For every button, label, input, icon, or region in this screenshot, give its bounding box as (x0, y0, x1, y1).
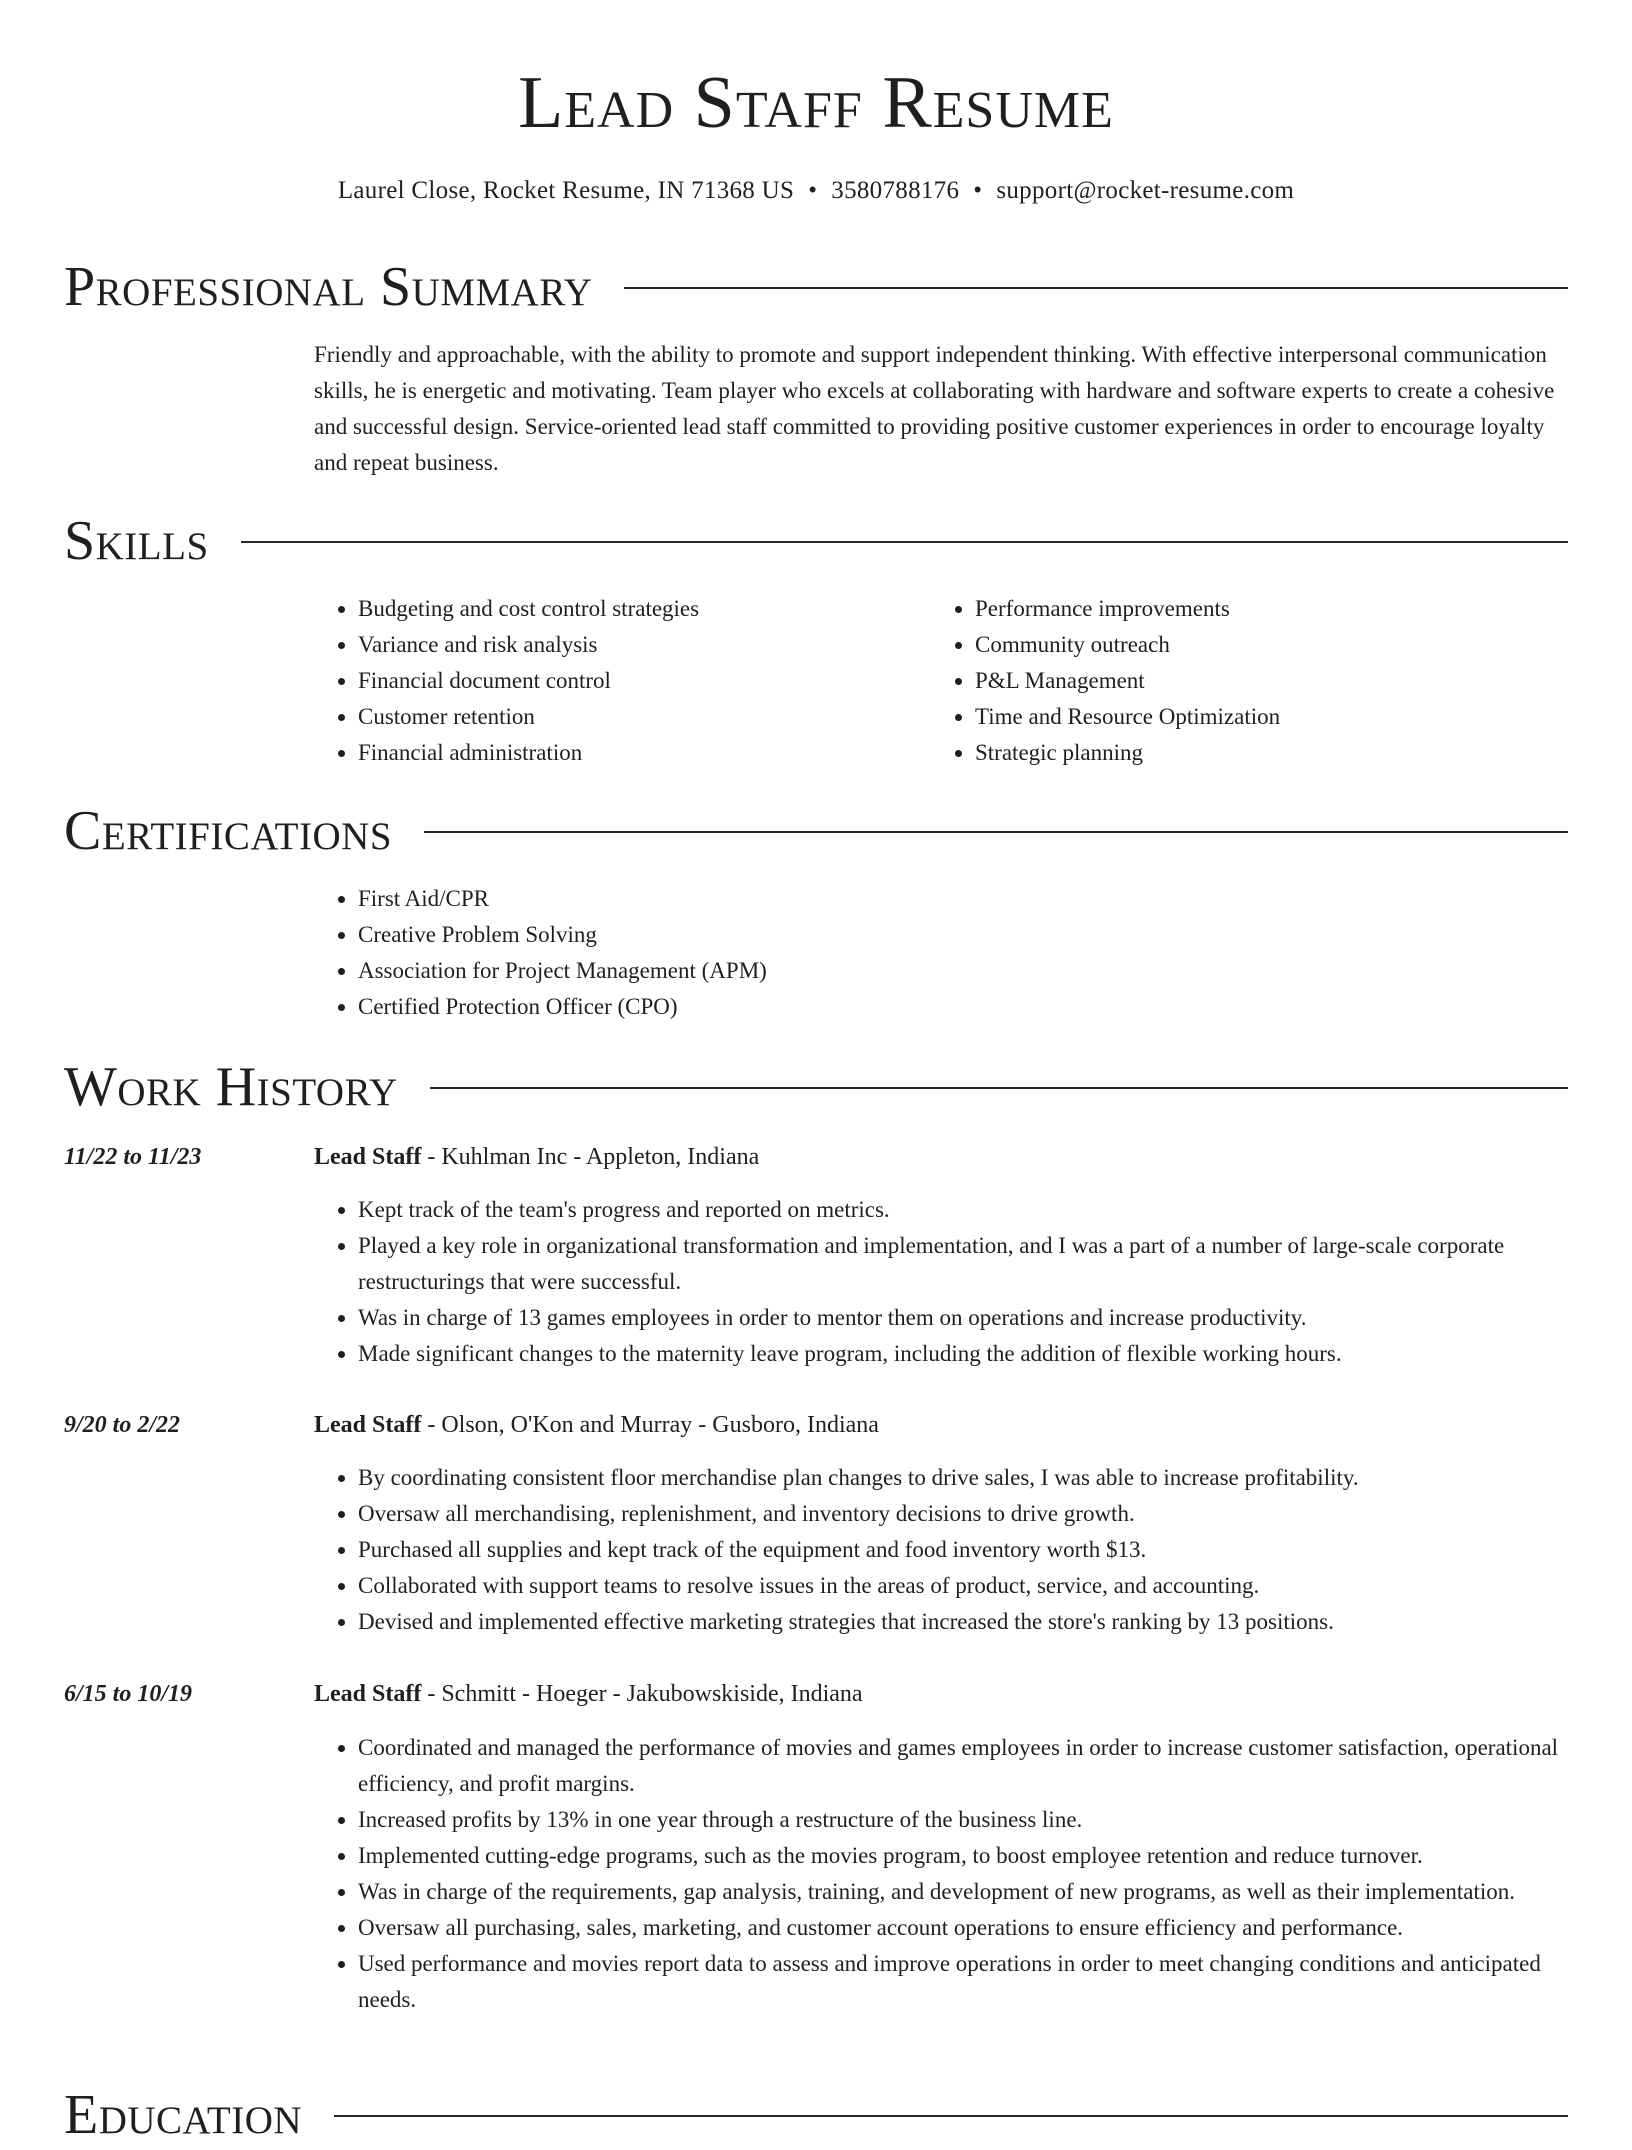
job-duties-list (314, 1460, 1568, 1640)
section-divider (241, 541, 1568, 543)
certifications-block (314, 881, 1568, 1025)
skill-item: • Financial document control (358, 663, 914, 699)
phone-text: 3580788176 (831, 177, 960, 204)
job-duty-item: • Was in charge of 13 games employees in order to mentor them on operations and increase productivity. (358, 1300, 1568, 1336)
skill-item: • Strategic planning (975, 735, 1531, 771)
job-duty-item: • Was in charge of the requirements, gap analysis, training, and development of new programs, as well as their implementation. (358, 1874, 1568, 1910)
job-title-line (314, 1139, 759, 1175)
job-duty-item: • Used performance and movies report data to assess and improve operations in order to meet changing conditions and anticipated needs. (358, 1946, 1568, 2018)
job-duty-item: • Increased profits by 13% in one year through a restructure of the business line. (358, 1802, 1568, 1838)
skills-list-right (931, 591, 1531, 771)
job-duty-item: • Kept track of the team's progress and reported on metrics. (358, 1192, 1568, 1228)
skill-item: • Variance and risk analysis (358, 627, 914, 663)
bullet-separator: • (973, 177, 983, 204)
job-duty-item: • Oversaw all merchandising, replenishment, and inventory decisions to drive growth. (358, 1496, 1568, 1532)
job-duties (314, 1460, 1568, 1640)
summary-text: Friendly and approachable, with the ability to promote and support independent thinking. With effective interpersonal communication skills, he is energetic and motivating. Team player who excels at collaborating with hardware and software experts to create a cohesive and successful design. Service-oriented lead staff committed to providing positive customer experiences in order to encourage loyalty and repeat business. (314, 342, 1555, 475)
job-dates: 11/22 to 11/23 (64, 1144, 202, 1170)
section-divider (334, 2115, 1568, 2117)
address-text: Laurel Close, Rocket Resume, IN 71368 US (337, 177, 795, 204)
page-title: Lead Staff Resume (518, 62, 1114, 144)
job-duties-list (314, 1192, 1568, 1372)
certification-item: • Certified Protection Officer (CPO) (358, 989, 1568, 1025)
job-duty-item: • Coordinated and managed the performance of movies and games employees in order to increase customer satisfaction, operational efficiency, and profit margins. (358, 1730, 1568, 1802)
skill-item: • Budgeting and cost control strategies (358, 591, 914, 627)
job-duties-list (314, 1730, 1568, 2018)
skill-item: • Financial administration (358, 735, 914, 771)
skills-column-left (314, 591, 914, 771)
skills-heading: Skills (64, 510, 209, 572)
skills-section-header (64, 506, 1568, 576)
certifications-section-header (64, 796, 1568, 866)
bullet-separator: • (808, 177, 818, 204)
work-heading: Work History (64, 1056, 398, 1118)
job-title-line (314, 1676, 863, 1712)
summary-section-header (64, 252, 1568, 322)
job-duties (314, 1730, 1568, 2018)
certifications-list (314, 881, 1568, 1025)
summary-heading: Professional Summary (64, 256, 593, 318)
job-employer: - Olson, O'Kon and Murray - Gusboro, Indiana (421, 1412, 879, 1438)
job-duty-item: • Made significant changes to the maternity leave program, including the addition of flexible working hours. (358, 1336, 1568, 1372)
contact-line (0, 174, 1632, 208)
job-duty-item: • By coordinating consistent floor merchandise plan changes to drive sales, I was able to increase profitability. (358, 1460, 1568, 1496)
job-duty-item: • Collaborated with support teams to resolve issues in the areas of product, service, and accounting. (358, 1568, 1568, 1604)
certification-item: • First Aid/CPR (358, 881, 1568, 917)
job-duties (314, 1192, 1568, 1372)
education-heading: Education (64, 2084, 303, 2146)
job-employer: - Schmitt - Hoeger - Jakubowskiside, Indiana (421, 1681, 863, 1707)
job-title: Lead Staff (314, 1681, 422, 1707)
certifications-heading: Certifications (64, 800, 393, 862)
skill-item: • Community outreach (975, 627, 1531, 663)
job-duty-item: • Devised and implemented effective marketing strategies that increased the store's ranking by 13 positions. (358, 1604, 1568, 1640)
skill-item: • Performance improvements (975, 591, 1531, 627)
section-divider (424, 831, 1568, 833)
skills-list-left (314, 591, 914, 771)
work-section-header (64, 1052, 1568, 1122)
certification-item: • Creative Problem Solving (358, 917, 1568, 953)
job-dates: 6/15 to 10/19 (64, 1681, 193, 1707)
job-employer: - Kuhlman Inc - Appleton, Indiana (421, 1144, 760, 1170)
job-duty-item: • Purchased all supplies and kept track of the equipment and food inventory worth $13. (358, 1532, 1568, 1568)
skills-column-right (931, 591, 1531, 771)
skill-item: • P&L Management (975, 663, 1531, 699)
job-dates: 9/20 to 2/22 (64, 1412, 181, 1438)
email-link[interactable]: support@rocket-resume.com (996, 177, 1295, 204)
section-divider (624, 287, 1568, 289)
job-duty-item: • Oversaw all purchasing, sales, marketing, and customer account operations to ensure efficiency and performance. (358, 1910, 1568, 1946)
job-title-line (314, 1407, 879, 1443)
job-duty-item: • Played a key role in organizational transformation and implementation, and I was a part of a number of large-scale corporate restructurings that were successful. (358, 1228, 1568, 1300)
job-duty-item: • Implemented cutting-edge programs, such as the movies program, to boost employee retention and reduce turnover. (358, 1838, 1568, 1874)
certification-item: • Association for Project Management (APM) (358, 953, 1568, 989)
job-title: Lead Staff (314, 1412, 422, 1438)
skill-item: • Time and Resource Optimization (975, 699, 1531, 735)
education-section-header (64, 2080, 1568, 2150)
section-divider (430, 1087, 1568, 1089)
skill-item: • Customer retention (358, 699, 914, 735)
job-title: Lead Staff (314, 1144, 422, 1170)
